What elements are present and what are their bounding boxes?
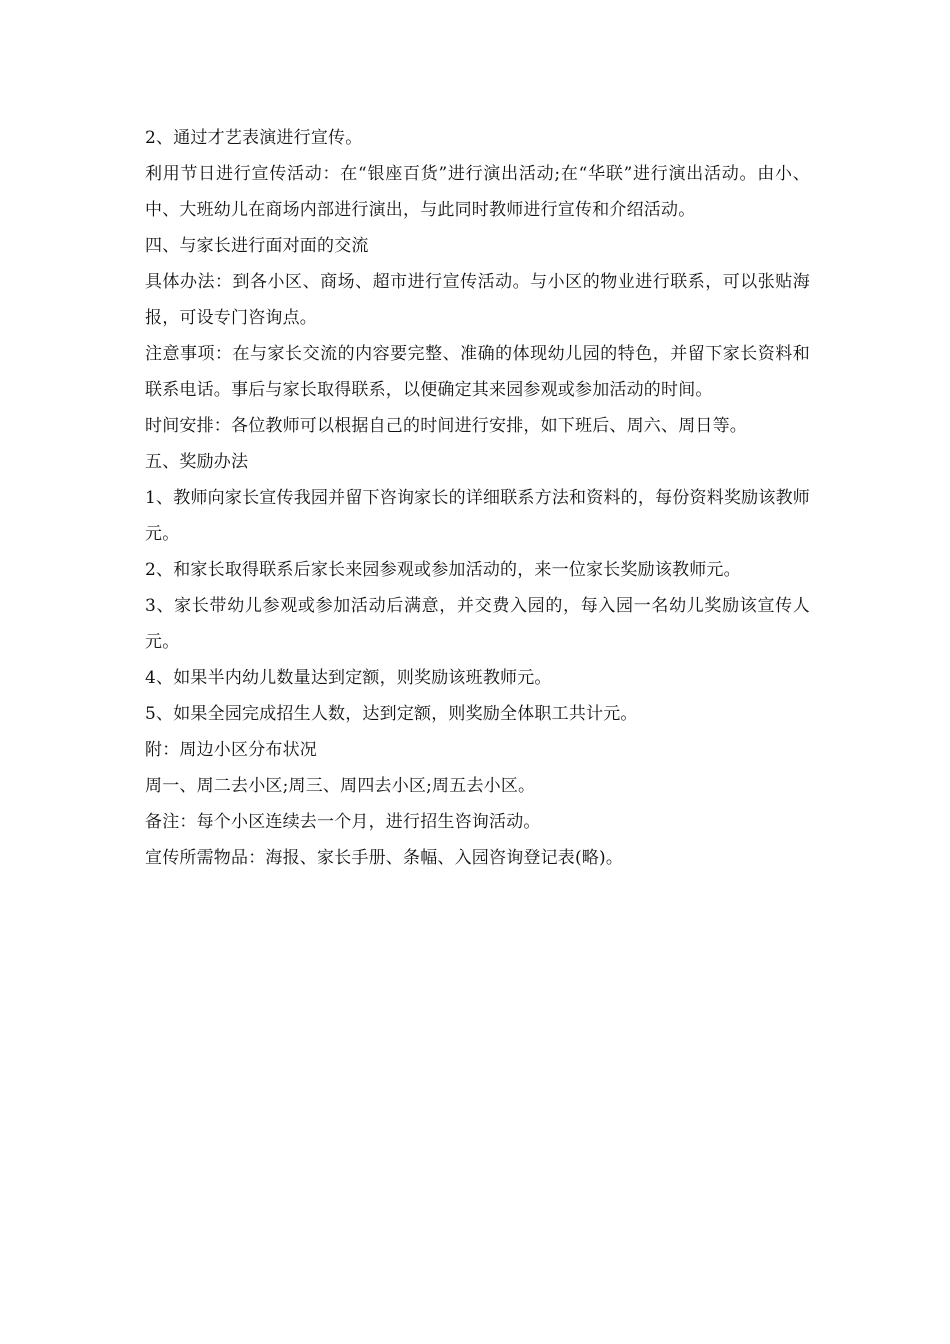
paragraph-method: 具体办法：到各小区、商场、超市进行宣传活动。与小区的物业进行联系，可以张贴海报，可设专门咨询点。 (145, 272, 810, 328)
paragraph-schedule: 时间安排：各位教师可以根据自己的时间进行安排，如下班后、周六、周日等。 (145, 416, 747, 436)
paragraph-notes: 注意事项：在与家长交流的内容要完整、准确的体现幼儿园的特色，并留下家长资料和联系电话。事后与家长取得联系，以便确定其来园参观或参加活动的时间。 (145, 344, 810, 400)
paragraph-talent-show: 2、通过才艺表演进行宣传。 (145, 128, 363, 148)
paragraph-holiday-promotion: 利用节日进行宣传活动：在“银座百货”进行演出活动;在“华联”进行演出活动。由小、中、大班幼儿在商场内部进行演出，与此同时教师进行宣传和介绍活动。 (145, 164, 810, 220)
heading-face-to-face: 四、与家长进行面对面的交流 (145, 236, 369, 256)
reward-item-4: 4、如果半内幼儿数量达到定额，则奖励该班教师元。 (145, 668, 552, 688)
paragraph-materials: 宣传所需物品：海报、家长手册、条幅、入园咨询登记表(略)。 (145, 848, 624, 868)
document-body (145, 120, 810, 876)
reward-item-2: 2、和家长取得联系后家长来园参观或参加活动的，来一位家长奖励该教师元。 (145, 560, 741, 580)
paragraph-weekly-plan: 周一、周二去小区;周三、周四去小区;周五去小区。 (145, 776, 536, 796)
heading-rewards: 五、奖励办法 (145, 452, 249, 472)
heading-appendix: 附：周边小区分布状况 (145, 740, 317, 760)
reward-item-1: 1、教师向家长宣传我园并留下咨询家长的详细联系方法和资料的，每份资料奖励该教师元。 (145, 488, 810, 544)
reward-item-3: 3、家长带幼儿参观或参加活动后满意，并交费入园的，每入园一名幼儿奖励该宣传人元。 (145, 596, 810, 652)
paragraph-remark: 备注：每个小区连续去一个月，进行招生咨询活动。 (145, 812, 541, 832)
reward-item-5: 5、如果全园完成招生人数，达到定额，则奖励全体职工共计元。 (145, 704, 638, 724)
